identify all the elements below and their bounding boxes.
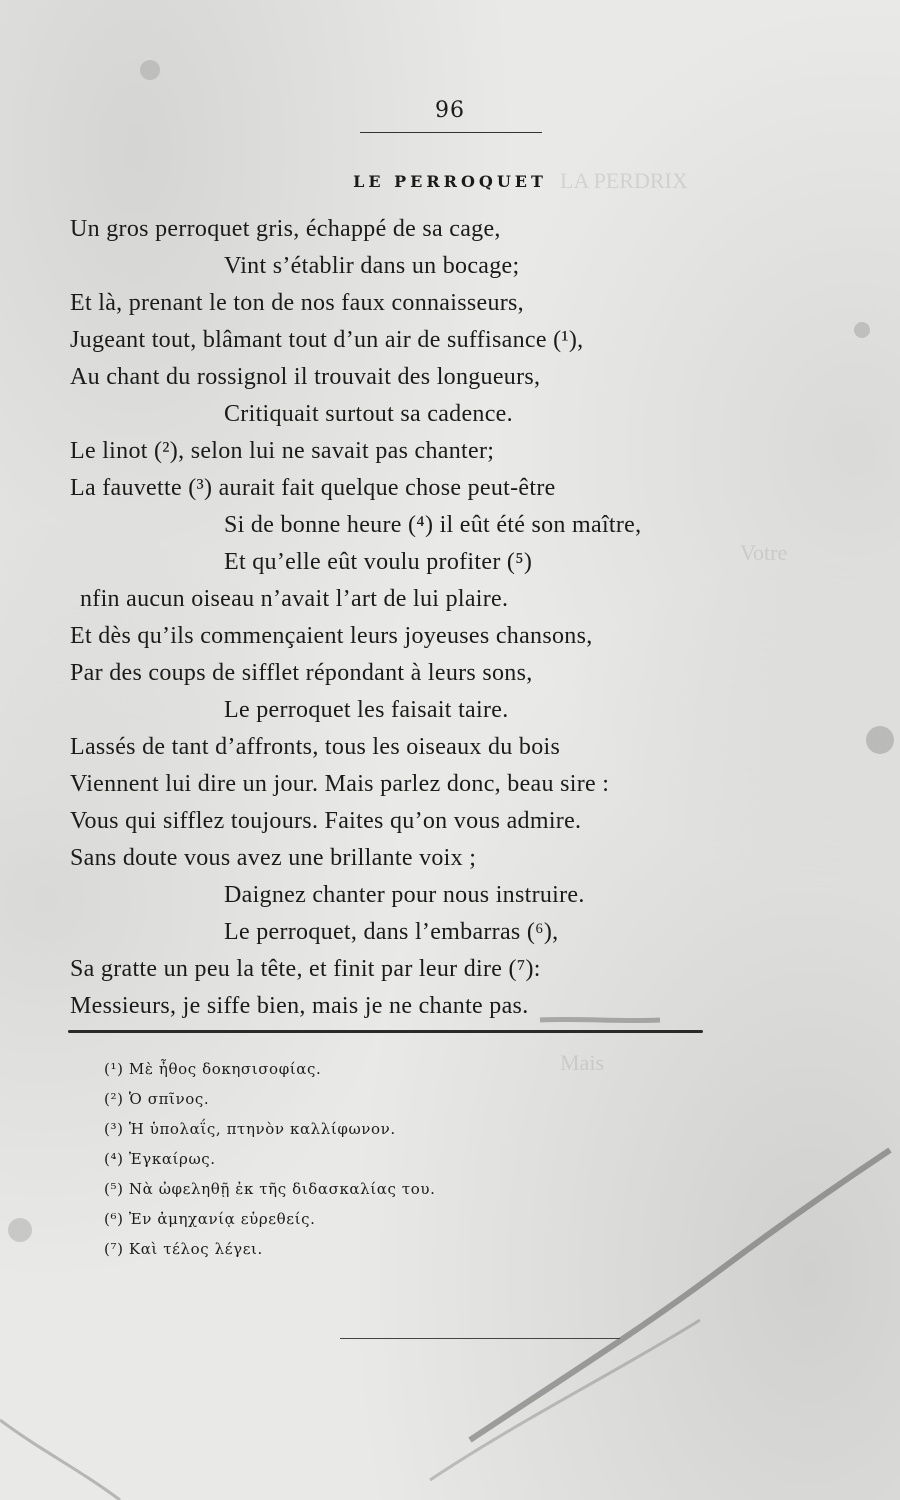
footnote-separator [68,1030,703,1033]
verse-line: Et là, prenant le ton de nos faux connaisseurs, [70,290,524,316]
verse-line: La fauvette (³) aurait fait quelque chose peut-être [70,475,556,501]
spot-mark [866,726,894,754]
footnote: (²) Ὁ σπῖνος. [104,1090,210,1108]
verse-line: Sa gratte un peu la tête, et finit par leur dire (⁷): [70,956,541,982]
bleed-through-text: LA PERDRIX [560,168,688,193]
footnote: (¹) Μὲ ἦθος δοκησισοφίας. [104,1060,322,1078]
spot-mark [140,60,160,80]
verse-line: Sans doute vous avez une brillante voix ; [70,845,477,871]
footnote: (⁶) Ἐν ἀμηχανίᾳ εὑρεθείς. [104,1210,316,1228]
verse-line: Viennent lui dire un jour. Mais parlez donc, beau sire : [70,771,610,797]
footnote: (⁵) Νὰ ὠφεληθῇ ἐκ τῆς διδασκαλίας του. [104,1180,436,1198]
bottom-rule [340,1338,620,1339]
verse-line: Messieurs, je siffe bien, mais je ne chante pas. [70,993,529,1019]
crease-mark [430,1320,700,1480]
header-rule [360,132,542,133]
verse-line: Vous qui sifflez toujours. Faites qu’on vous admire. [70,808,582,834]
verse-line: Le perroquet, dans l’embarras (⁶), [224,919,559,945]
verse-line: Vint s’établir dans un bocage; [224,253,520,279]
crease-mark [470,1150,890,1440]
verse-line: Un gros perroquet gris, échappé de sa cage, [70,216,501,242]
poem-title: LE PERROQUET [353,172,547,191]
spot-mark [8,1218,32,1242]
verse-line: Jugeant tout, blâmant tout d’un air de suffisance (¹), [70,327,584,353]
verse-line: Daignez chanter pour nous instruire. [224,882,585,908]
footnote: (⁷) Καὶ τέλος λέγει. [104,1240,263,1258]
verse-line: Le linot (²), selon lui ne savait pas chanter; [70,438,495,464]
verse-line: Le perroquet les faisait taire. [224,697,509,723]
verse-line: Et dès qu’ils commençaient leurs joyeuses chansons, [70,623,593,649]
footnote: (⁴) Ἐγκαίρως. [104,1150,216,1168]
verse-line: Au chant du rossignol il trouvait des longueurs, [70,364,541,390]
crease-mark [0,1420,120,1500]
bleed-through-text: Mais [560,1050,604,1075]
page-number: 96 [435,98,465,123]
verse-line: Par des coups de sifflet répondant à leurs sons, [70,660,533,686]
crease-mark [540,1019,660,1020]
footnote: (³) Ἡ ὑπολαΐς, πτηνὸν καλλίφωνον. [104,1120,396,1138]
verse-line: Critiquait surtout sa cadence. [224,401,513,427]
verse-line: Si de bonne heure (⁴) il eût été son maître, [224,512,642,538]
spot-mark [854,322,870,338]
verse-line: Et qu’elle eût voulu profiter (⁵) [224,549,533,575]
verse-line: Lassés de tant d’affronts, tous les oiseaux du bois [70,734,561,760]
verse-line: nfin aucun oiseau n’avait l’art de lui plaire. [80,586,509,612]
bleed-through-text: Votre [740,540,788,565]
